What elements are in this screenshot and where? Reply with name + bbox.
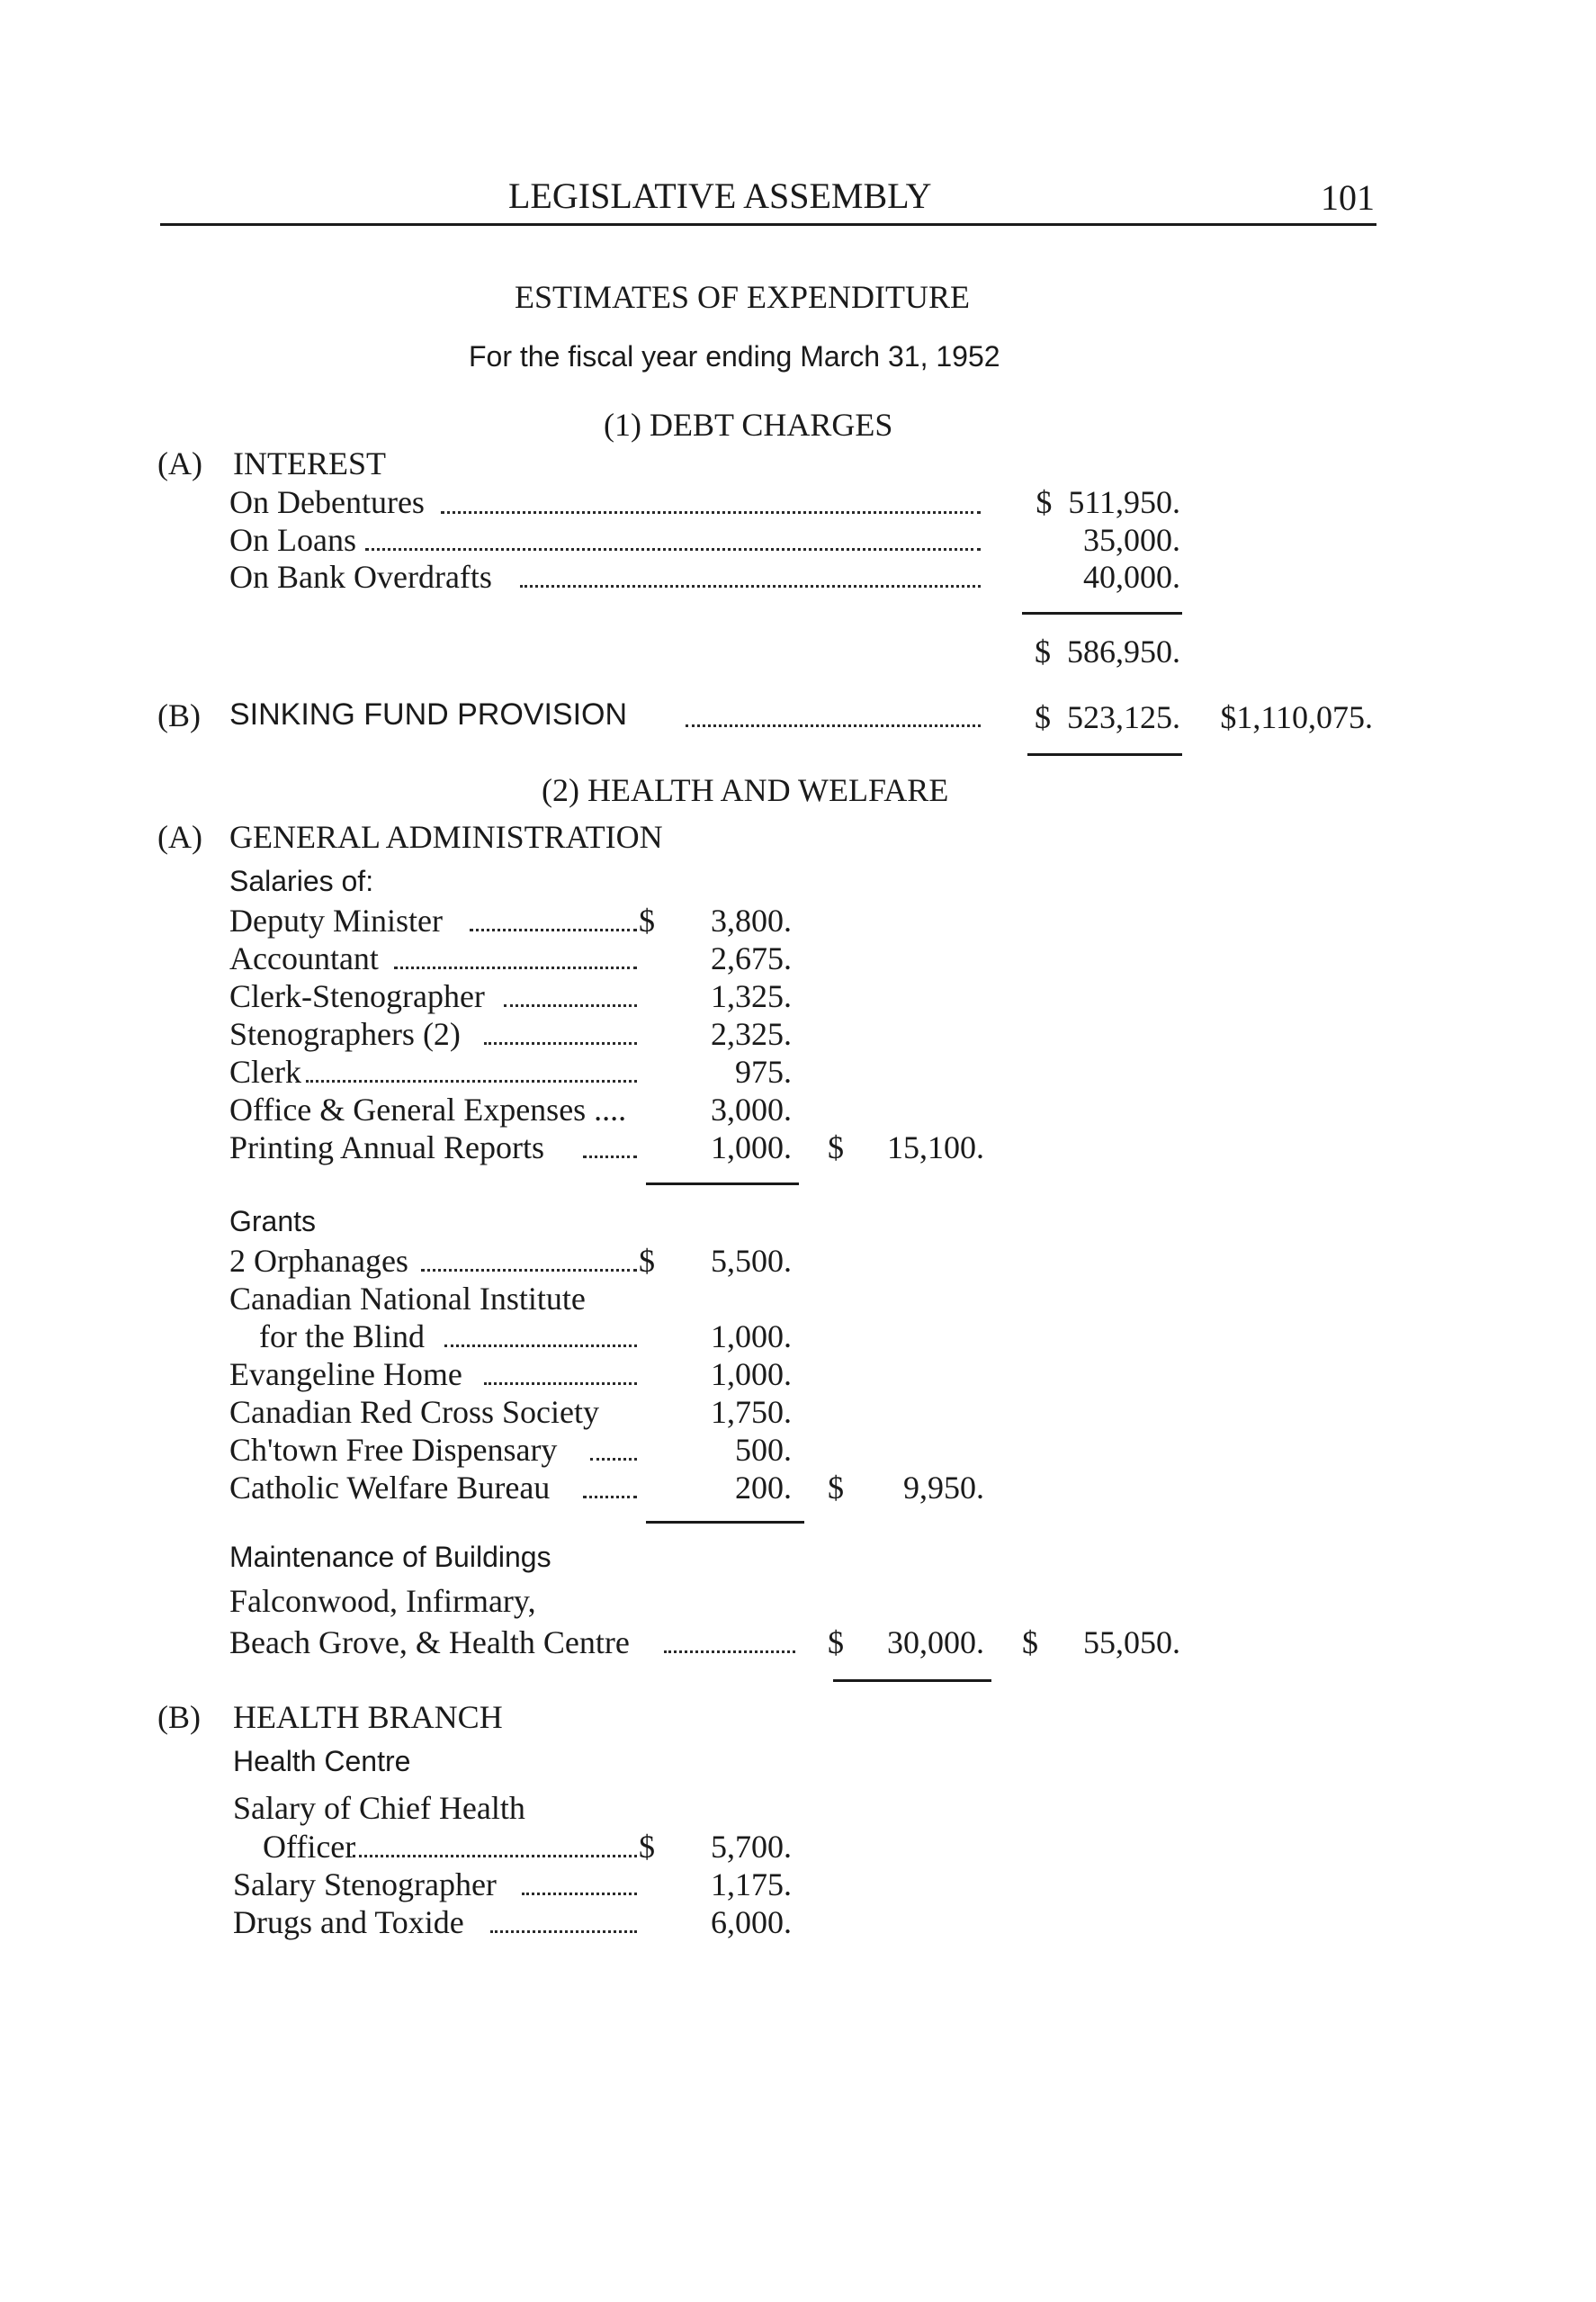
line-item-label: Deputy Minister <box>229 903 443 939</box>
section-marker: (A) <box>157 819 202 855</box>
dot-leader <box>441 511 981 514</box>
line-item-label: Canadian Red Cross Society <box>229 1394 599 1430</box>
page-number: 101 <box>1321 177 1375 218</box>
line-item-label: Beach Grove, & Health Centre <box>229 1624 630 1660</box>
line-item-amount: 1,000. <box>711 1356 792 1392</box>
dollar-sign: $ <box>828 1129 844 1165</box>
subsection-title: HEALTH BRANCH <box>233 1699 503 1735</box>
group-title: Health Centre <box>233 1745 411 1777</box>
dot-leader <box>686 724 981 727</box>
sinking-fund-amount: $ 523,125. <box>1035 699 1180 735</box>
line-item-amount: 6,000. <box>711 1904 792 1940</box>
dot-leader <box>353 1855 637 1857</box>
line-item-amount: 2,675. <box>711 940 792 976</box>
line-item-label: for the Blind <box>259 1318 425 1354</box>
line-item-amount: 1,175. <box>711 1866 792 1902</box>
dot-leader <box>520 585 981 588</box>
line-item-label: Salary of Chief Health <box>233 1790 525 1826</box>
line-item-amount: 5,500. <box>711 1243 792 1279</box>
line-item-amount: 200. <box>735 1470 792 1506</box>
dollar-sign: $ <box>1022 1624 1038 1660</box>
line-item-amount: 3,000. <box>711 1092 792 1128</box>
header-rule <box>160 223 1376 226</box>
group-title: Grants <box>229 1205 317 1237</box>
line-item-label: Canadian National Institute <box>229 1281 586 1317</box>
total-rule <box>646 1182 799 1185</box>
line-item-amount: 1,000. <box>711 1129 792 1165</box>
interest-total: $ 586,950. <box>1035 634 1180 670</box>
salaries-total: 15,100. <box>887 1129 984 1165</box>
total-rule <box>646 1521 804 1524</box>
line-item-label: Salary Stenographer <box>233 1866 497 1902</box>
dot-leader <box>664 1650 795 1653</box>
dollar-sign: $ <box>639 1243 655 1279</box>
line-item-label: Stenographers (2) <box>229 1016 461 1052</box>
dot-leader <box>394 967 637 969</box>
total-rule <box>1022 612 1182 615</box>
dollar-sign: $ <box>639 903 655 939</box>
line-item-label: Accountant <box>229 940 379 976</box>
debt-grand-total: $1,110,075. <box>1220 699 1373 735</box>
line-item-label: Clerk-Stenographer <box>229 978 485 1014</box>
section-marker: (B) <box>157 697 201 733</box>
dot-leader <box>421 1269 637 1272</box>
line-item-amount: 40,000. <box>1083 559 1180 595</box>
line-item-label: Clerk <box>229 1054 301 1090</box>
dollar-sign: $ <box>639 1829 655 1865</box>
dot-leader <box>365 548 981 551</box>
total-rule <box>1027 753 1182 756</box>
line-item-amount: 1,325. <box>711 978 792 1014</box>
line-item-amount: 1,750. <box>711 1394 792 1430</box>
line-item-amount: 2,325. <box>711 1016 792 1052</box>
subsection-title: SINKING FUND PROVISION <box>229 697 628 732</box>
line-item-amount: 500. <box>735 1432 792 1468</box>
line-item-amount: 1,000. <box>711 1318 792 1354</box>
maintenance-amount: 30,000. <box>887 1624 984 1660</box>
admin-total: 55,050. <box>1083 1624 1180 1660</box>
section-marker: (B) <box>157 1699 201 1735</box>
running-title: LEGISLATIVE ASSEMBLY <box>508 175 932 216</box>
line-item-amount: 975. <box>735 1054 792 1090</box>
dot-leader <box>444 1344 637 1347</box>
section-heading-debt: (1) DEBT CHARGES <box>604 407 893 443</box>
line-item-label: Falconwood, Infirmary, <box>229 1583 536 1619</box>
document-subtitle: For the fiscal year ending March 31, 1952 <box>469 340 1000 373</box>
line-item-label: Drugs and Toxide <box>233 1904 464 1940</box>
grants-total: 9,950. <box>903 1470 984 1506</box>
section-heading-health: (2) HEALTH AND WELFARE <box>542 772 949 808</box>
line-item-label: On Loans <box>229 522 356 558</box>
line-item-label: 2 Orphanages <box>229 1243 408 1279</box>
line-item-label: Office & General Expenses .... <box>229 1092 627 1128</box>
line-item-label: Printing Annual Reports <box>229 1129 544 1165</box>
subsection-title: GENERAL ADMINISTRATION <box>229 819 663 855</box>
line-item-label: On Bank Overdrafts <box>229 559 492 595</box>
dollar-sign: $ <box>828 1470 844 1506</box>
line-item-amount: 35,000. <box>1083 522 1180 558</box>
dot-leader <box>306 1080 637 1083</box>
section-marker: (A) <box>157 445 202 481</box>
group-title: Salaries of: <box>229 865 374 897</box>
line-item-amount: 5,700. <box>711 1829 792 1865</box>
subsection-title: INTEREST <box>233 445 386 481</box>
line-item-label: On Debentures <box>229 484 425 520</box>
line-item-amount: 3,800. <box>711 903 792 939</box>
dollar-sign: $ <box>828 1624 844 1660</box>
total-rule <box>833 1679 991 1682</box>
line-item-label: Catholic Welfare Bureau <box>229 1470 551 1506</box>
group-title: Maintenance of Buildings <box>229 1541 551 1573</box>
line-item-label: Ch'town Free Dispensary <box>229 1432 558 1468</box>
line-item-label: Officer <box>263 1829 356 1865</box>
line-item-label: Evangeline Home <box>229 1356 462 1392</box>
line-item-amount: $ 511,950. <box>1036 484 1180 520</box>
document-title: ESTIMATES OF EXPENDITURE <box>515 279 971 315</box>
